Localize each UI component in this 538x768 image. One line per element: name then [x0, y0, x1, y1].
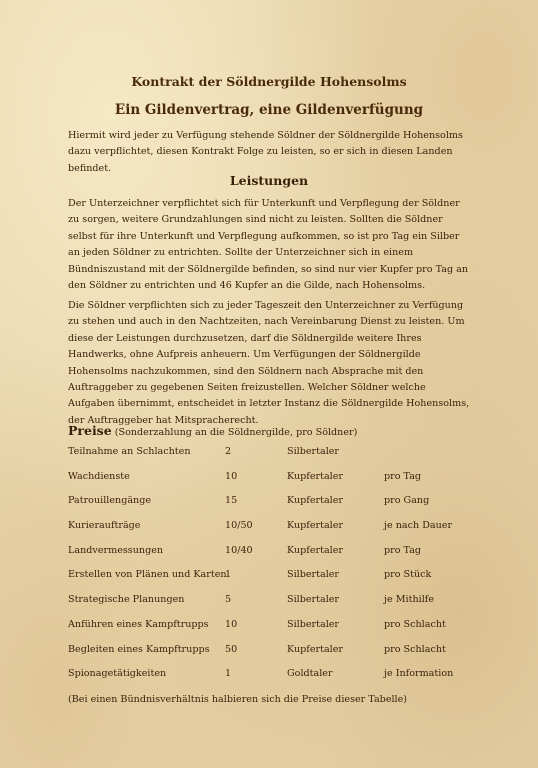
price-row — [68, 495, 488, 520]
price-row — [68, 446, 488, 471]
leistungen-heading: Leistungen — [229, 173, 309, 188]
price-unit: pro Gang — [384, 495, 430, 507]
price-currency: Kupfertaler — [287, 643, 343, 655]
price-amount: 1 — [225, 668, 232, 680]
price-currency: Silbertaler — [287, 618, 340, 630]
leistungen-paragraph-1: Der Unterzeichner verpflichtet sich für Unterkunft und Verpflegung der Söldner zu sorgen, weitere Grundzahlungen sind nicht zu leisten. Sollten die Söldner selbst für ihre Unterkunft und Verpflegung aufkommen, so ist pro Tag ein Silber an jeden Söldner zu entrichten. Sollte der Unterzeichner sich in einem Bündniszustand mit der Söldnergilde befinden, so sind nur vier Kupfer pro Tag an den Söldner zu entrichten und 46 Kupfer an die Gilde, nach Hohensolms. — [68, 198, 469, 292]
price-unit: pro Schlacht — [384, 643, 446, 655]
price-unit: je nach Dauer — [384, 520, 453, 532]
price-unit: pro Stück — [384, 569, 432, 581]
price-unit: je Information — [384, 668, 454, 680]
intro-paragraph: Hiermit wird jeder zu Verfügung stehende Söldner der Söldnergilde Hohensolms dazu verpflichtet, diesen Kontrakt Folge zu leisten, so er sich in diesen Landen befindet. — [68, 130, 463, 174]
price-amount: 10 — [225, 618, 238, 630]
price-unit: je Mithilfe — [384, 594, 434, 606]
price-service: Spionagetätigkeiten — [68, 668, 167, 680]
contract-title: Kontrakt der Söldnergilde Hohensolms — [131, 74, 407, 89]
price-row — [68, 644, 488, 669]
price-amount: 10/50 — [225, 520, 253, 532]
price-unit: pro Schlacht — [384, 618, 446, 630]
price-service: Anführen eines Kampftrupps — [68, 618, 209, 630]
price-row — [68, 569, 488, 594]
leistungen-paragraph-2: Die Söldner verpflichten sich zu jeder Tageszeit den Unterzeichner zu Verfügung zu stehen und auch in den Nachtzeiten, nach Vereinbarung Dienst zu leisten. Um diese der Leistungen durchzusetzen, darf die Söldnergilde weitere Ihres Handwerks, ohne Aufpreis anheuern. Um Verfügungen der Söldnergilde Hohensolms nachzukommen, sind den Söldnern nach Absprache mit den Auftraggeber zu gegebenen Seiten freizustellen. Welcher Söldner welche Aufgaben übernimmt, entscheidet in letzter Instanz die Söldnergilde Hohensolms, der Auftraggeber hat Mitspracherecht. — [68, 300, 470, 426]
price-unit: pro Tag — [384, 544, 422, 556]
price-row — [68, 471, 488, 496]
price-row — [68, 668, 488, 693]
price-currency: Silbertaler — [287, 594, 340, 606]
price-amount: 10/40 — [225, 544, 253, 556]
price-table — [68, 446, 488, 693]
price-service: Patrouillengänge — [68, 495, 152, 507]
price-currency: Kupfertaler — [287, 544, 343, 556]
contract-subtitle: Ein Gildenvertrag, eine Gildenverfügung — [114, 102, 424, 118]
price-currency: Kupfertaler — [287, 495, 343, 507]
price-amount: 5 — [225, 594, 232, 606]
price-amount: 1 — [225, 569, 232, 581]
price-service: Strategische Planungen — [68, 594, 185, 606]
price-service: Wachdienste — [68, 470, 130, 482]
price-currency: Kupfertaler — [287, 470, 343, 482]
price-amount: 2 — [225, 446, 232, 457]
price-currency: Silbertaler — [287, 446, 340, 457]
price-service: Teilnahme an Schlachten — [68, 446, 191, 457]
preise-note: (Sonderzahlung an die Söldnergilde, pro Söldner) — [114, 427, 358, 438]
price-amount: 10 — [225, 470, 238, 482]
price-row — [68, 594, 488, 619]
price-row — [68, 619, 488, 644]
preise-heading — [68, 423, 357, 438]
price-service: Landvermessungen — [68, 544, 164, 556]
price-row — [68, 545, 488, 570]
price-service: Kurieraufträge — [68, 520, 141, 532]
price-unit: pro Tag — [384, 470, 422, 482]
price-row — [68, 520, 488, 545]
price-currency: Goldtaler — [287, 668, 333, 680]
price-footnote: (Bei einen Bündnisverhältnis halbieren sich die Preise dieser Tabelle) — [68, 694, 408, 705]
price-service: Erstellen von Plänen und Karten — [68, 569, 227, 581]
preise-label: Preise — [68, 423, 112, 438]
price-service: Begleiten eines Kampftrupps — [68, 643, 210, 655]
price-currency: Silbertaler — [287, 569, 340, 581]
price-amount: 15 — [225, 495, 238, 507]
price-currency: Kupfertaler — [287, 520, 343, 532]
price-amount: 50 — [225, 643, 238, 655]
